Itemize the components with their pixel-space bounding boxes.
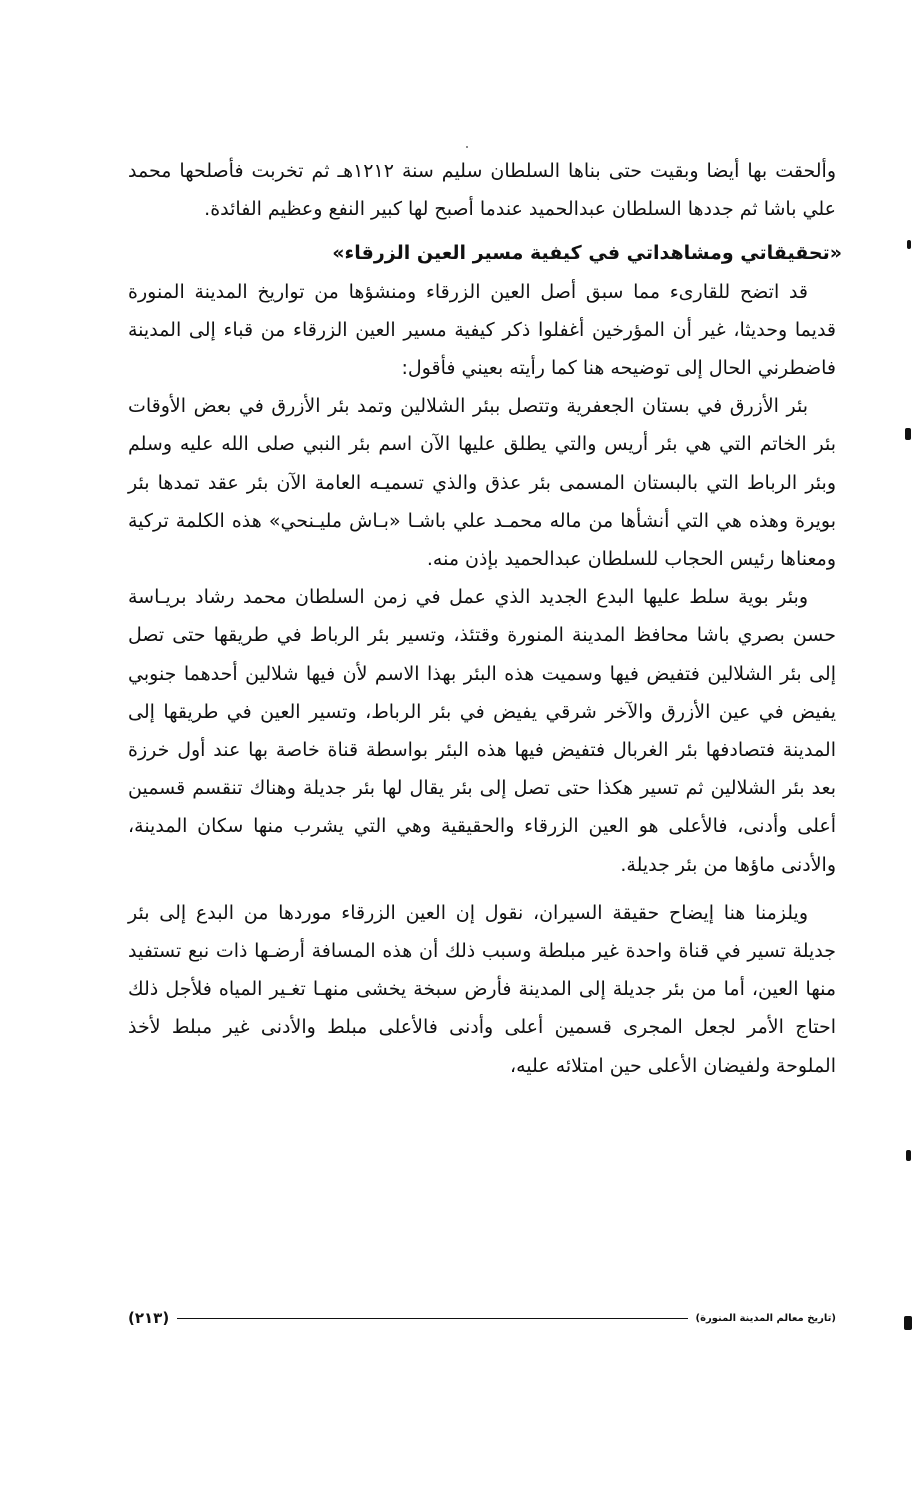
paragraph-bir-buwaya: وبئر بوية سلط عليها البدع الجديد الذي عمل في زمن السلطان محمد رشاد بريـاسة حسن بصري باشا محافظ المدينة المنورة وقتئذ، وتسير بئر الرباط في طريقها حتى تصل إلى بئر الشلالين فتفيض فيها وسميت هذه البئر بهذا الاسم لأن فيها شلالين أحدهما جنوبي يفيض في عين الأزرق والآخر شرقي يفيض في بئر الرباط، وتسير العين في طريقها إلى المدينة فتصادفها بئر الغربال فتفيض فيها هذه البئر بواسطة قناة خاصة بها عند أول خرزة بعد بئر الشلالين ثم تسير هكذا حتى تصل إلى بئر يقال لها بئر جديلة وهناك تنقسم قسمين أعلى وأدنى، فالأعلى هو العين الزرقاء والحقيقية وهي التي يشرب منها سكان المدينة، والأدنى ماؤها من بئر جديلة. — [128, 586, 836, 876]
footer-book-title: (تاريخ معالم المدينة المنورة) — [695, 1312, 836, 1324]
paragraph-continuation: وألحقت بها أيضا وبقيت حتى بناها السلطان سليم سنة ١٢١٢هـ ثم تخربت فأصلحها محمد علي باشا ثم جددها السلطان عبدالحميد عندما أصبح لها كبير النفع وعظيم الفائدة. — [128, 160, 837, 221]
scan-edge-mark — [906, 1150, 911, 1161]
page-footer — [128, 1305, 836, 1331]
page-number: (٢١٣) — [128, 1309, 170, 1327]
footer-rule — [177, 1318, 687, 1319]
scan-edge-mark — [904, 1316, 912, 1330]
scan-speck — [466, 146, 468, 148]
body-text — [128, 152, 842, 1085]
paragraph-bir-alazraq: بئر الأزرق في بستان الجعفرية وتتصل ببئر الشلالين وتمد بئر الأزرق في بعض الأوقات بئر الخاتم التي هي بئر أريس والتي يطلق عليها الآن اسم بئر النبي صلى الله عليه وسلم وبئر الرباط التي بالبستان المسمى بئر عذق والذي تسميـه العامة الآن بئر عقد تمدها بئر بويرة وهذه هي التي أنشأها من ماله محمـد علي باشـا «بـاش مليـنحي» هذه الكلمة تركية ومعناها رئيس الحجاب للسلطان عبدالحميد بإذن منه. — [128, 395, 836, 571]
section-heading: «تحقيقاتي ومشاهداتي في كيفية مسير العين الزرقاء» — [332, 242, 842, 265]
scan-edge-mark — [905, 428, 911, 440]
paragraph-intro: قد اتضح للقارىء مما سبق أصل العين الزرقاء ومنشؤها من تواريخ المدينة المنورة قديما وحديثا، غير أن المؤرخين أغفلوا ذكر كيفية مسير العين الزرقاء من قباء إلى المدينة فاضطرني الحال إلى توضيحه هنا كما رأيته بعيني فأقول: — [128, 280, 836, 380]
scan-edge-mark — [907, 240, 911, 249]
paragraph-sayran: ويلزمنا هنا إيضاح حقيقة السيران، نقول إن العين الزرقاء موردها من البدع إلى بئر جديلة تسير في قناة واحدة غير مبلطة وسبب ذلك أن هذه المسافة أرضـها ذات نبع تستفيد منها العين، أما من بئر جديلة إلى المدينة فأرض سبخة يخشى منهـا تغـير المياه فلأجل ذلك احتاج الأمر لجعل المجرى قسمين أعلى وأدنى فالأعلى مبلط والأدنى غير مبلط لأخذ الملوحة ولفيضان الأعلى حين امتلائه عليه، — [128, 901, 836, 1077]
